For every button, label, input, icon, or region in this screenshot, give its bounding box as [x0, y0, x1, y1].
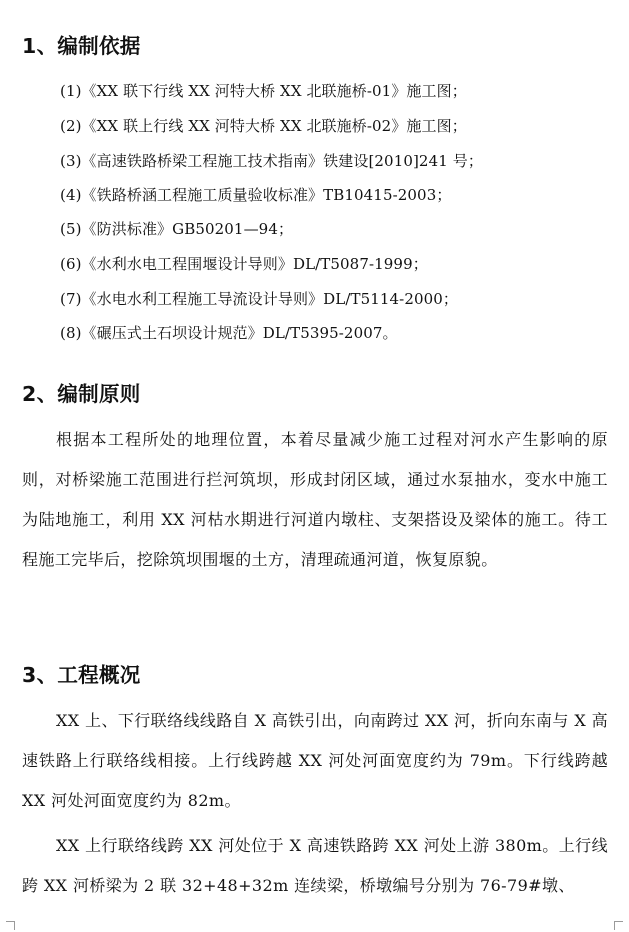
page-corner-mark: [614, 921, 623, 930]
reference-item: (8)《碾压式土石坝设计规范》DL/T5395-2007。: [60, 324, 398, 342]
reference-item: (2)《XX 联上行线 XX 河特大桥 XX 北联施桥-02》施工图；: [60, 117, 467, 135]
section-heading-overview: 3、工程概况: [22, 663, 141, 687]
body-paragraph: XX 上、下行联络线线路自 X 高铁引出，向南跨过 XX 河，折向东南与 X 高速铁路上行联络线相接。上行线跨越 XX 河处河面宽度约为 79m。下行线跨越 XX 河处河面宽度约为 82m。: [22, 711, 608, 810]
reference-item: (4)《铁路桥涵工程施工质量验收标准》TB10415-2003；: [60, 186, 452, 204]
reference-item: (7)《水电水利工程施工导流设计导则》DL/T5114-2000；: [60, 290, 459, 308]
section-heading-basis: 1、编制依据: [22, 34, 141, 58]
reference-item: (1)《XX 联下行线 XX 河特大桥 XX 北联施桥-01》施工图；: [60, 82, 467, 100]
body-paragraph: 根据本工程所处的地理位置，本着尽量减少施工过程对河水产生影响的原则，对桥梁施工范围进行拦河筑坝，形成封闭区域，通过水泵抽水，变水中施工为陆地施工，利用 XX 河枯水期进行河道内墩柱、支架搭设及梁体的施工。待工程施工完毕后，挖除筑坝围堰的土方，清理疏通河道，恢复原貌。: [22, 430, 608, 569]
reference-item: (5)《防洪标准》GB50201—94；: [60, 220, 294, 238]
reference-item: (6)《水利水电工程围堰设计导则》DL/T5087-1999；: [60, 255, 428, 273]
reference-item: (3)《高速铁路桥梁工程施工技术指南》铁建设[2010]241 号；: [60, 152, 483, 170]
body-paragraph: XX 上行联络线跨 XX 河处位于 X 高速铁路跨 XX 河处上游 380m。上行线跨 XX 河桥梁为 2 联 32+48+32m 连续梁，桥墩编号分别为 76-79#墩、: [22, 836, 608, 895]
section-heading-principles: 2、编制原则: [22, 382, 141, 406]
page-corner-mark: [6, 921, 15, 930]
